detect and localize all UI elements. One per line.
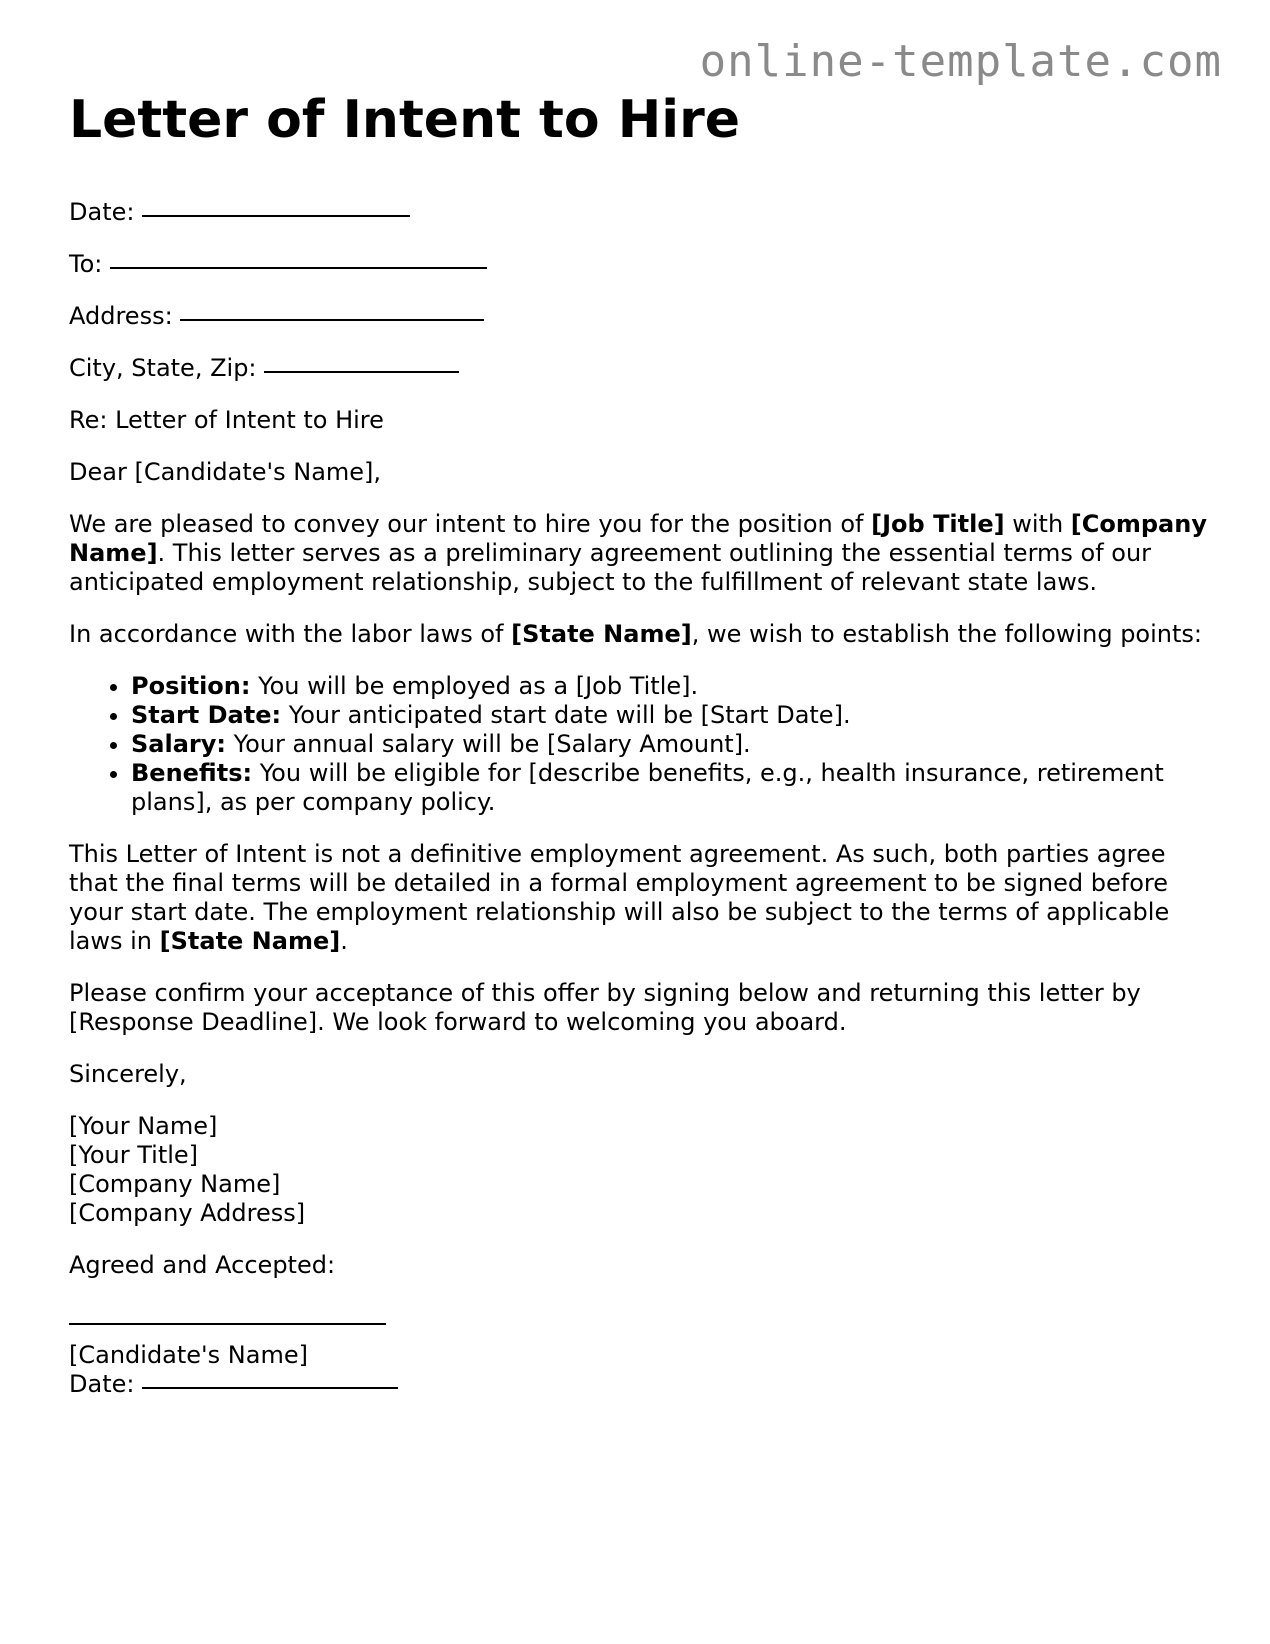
re-line: Re: Letter of Intent to Hire [69,406,384,434]
candidate-date-blank[interactable] [142,1386,398,1389]
definitive-text-1: This Letter of Intent is not a definitive employment agreement. As such, both parties agree that the final terms will be detailed in a formal employment agreement to be signed before your start date. The employment relationship will also be subject to the terms of applicable laws in [69,840,1170,955]
to-field-row [69,250,1209,279]
salary-label: Salary: [131,730,226,758]
intro-paragraph [69,510,1209,597]
city-label: City, State, Zip: [69,354,257,382]
salutation: Dear [Candidate's Name], [69,458,382,486]
candidate-date-label: Date: [69,1370,135,1398]
position-label: Position: [131,672,251,700]
address-label: Address: [69,302,173,330]
to-label: To: [69,250,103,278]
to-blank[interactable] [110,266,487,269]
definitive-text-2: . [340,927,348,955]
intro-text-3: . This letter serves as a preliminary agreement outlining the essential terms of our anticipated employment relationship, subject to the fulfillment of relevant state laws. [69,539,1152,596]
date-field-row [69,198,1209,227]
candidate-signature-blank[interactable] [69,1322,386,1325]
company-name-placeholder: [Company Name] [69,510,1207,567]
benefits-text: You will be eligible for [describe benefits, e.g., health insurance, retirement plans], as per company policy. [131,759,1164,816]
city-blank[interactable] [264,370,459,373]
date-label: Date: [69,198,135,226]
signature-block [69,1112,1209,1228]
candidate-name: [Candidate's Name] [69,1341,308,1369]
list-item [131,672,1209,701]
page-title: Letter of Intent to Hire [69,90,740,150]
intro-text-2: with [1004,510,1071,538]
labor-text-1: In accordance with the labor laws of [69,620,512,648]
not-definitive-paragraph [69,840,1209,956]
labor-text-2: , we wish to establish the following points: [691,620,1202,648]
city-field-row [69,354,1209,383]
benefits-label: Benefits: [131,759,253,787]
agreed-accepted-label: Agreed and Accepted: [69,1251,336,1279]
sender-name: [Your Name] [69,1112,218,1140]
labor-laws-paragraph [69,620,1209,649]
list-item [131,730,1209,759]
address-blank[interactable] [180,318,484,321]
job-title-placeholder: [Job Title] [871,510,1005,538]
state-name-placeholder: [State Name] [511,620,692,648]
list-item [131,759,1209,817]
confirm-paragraph: Please confirm your acceptance of this offer by signing below and returning this letter by [Response Deadline]. We look forward to welcoming you aboard. [69,979,1141,1036]
terms-list [69,672,1209,817]
closing: Sincerely, [69,1060,187,1088]
sender-address: [Company Address] [69,1199,306,1227]
sender-company: [Company Name] [69,1170,281,1198]
state-name-placeholder: [State Name] [159,927,341,955]
candidate-date-row [69,1370,1209,1399]
watermark: online-template.com [699,36,1222,87]
letter-page [69,88,1209,1399]
position-text: You will be employed as a [Job Title]. [250,672,699,700]
sender-title: [Your Title] [69,1141,199,1169]
address-field-row [69,302,1209,331]
start-date-label: Start Date: [131,701,282,729]
list-item [131,701,1209,730]
date-blank[interactable] [142,214,410,217]
start-date-text: Your anticipated start date will be [Start Date]. [281,701,851,729]
salary-text: Your annual salary will be [Salary Amount]. [225,730,751,758]
intro-text-1: We are pleased to convey our intent to hire you for the position of [69,510,872,538]
candidate-signature-block [69,1303,1209,1399]
